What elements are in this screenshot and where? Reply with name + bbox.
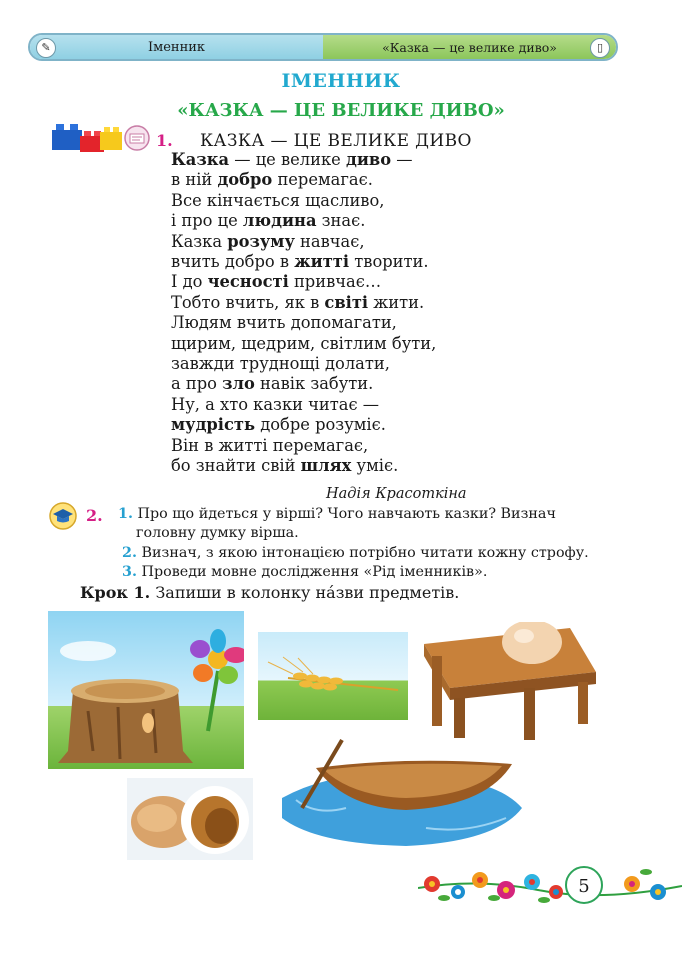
poem-text-segment: а про: [171, 374, 223, 394]
question-2: [122, 544, 589, 563]
poem-text-segment: —: [391, 150, 413, 169]
table-with-egg-image: [420, 622, 598, 742]
poem-line: [171, 293, 436, 313]
wheat-ear-image: [258, 632, 408, 720]
question-1: [118, 505, 556, 524]
step-1: [80, 583, 459, 602]
poem-keyword: диво: [345, 150, 392, 169]
poem-line: [171, 191, 436, 211]
page-subtitle: «КАЗКА — ЦЕ ВЕЛИКЕ ДИВО»: [177, 100, 505, 121]
poem-text-segment: Тобто вчить, як в: [171, 292, 325, 312]
poem-text-segment: навчає,: [294, 231, 365, 251]
poem-text-segment: — це велике: [229, 150, 346, 169]
header-left-section: [30, 35, 323, 59]
poem-text-segment: і про це: [171, 211, 243, 231]
poem-text-segment: уміє.: [351, 456, 399, 476]
pen-icon: ✎: [36, 38, 56, 58]
poem-line: [171, 436, 436, 456]
poem-line: [171, 272, 436, 292]
floral-ornament: [418, 858, 682, 914]
poem-line: [171, 211, 436, 231]
poem-title: КАЗКА — ЦЕ ВЕЛИКЕ ДИВО: [200, 131, 472, 151]
book-icon: ▯: [590, 38, 610, 58]
running-header: [28, 33, 618, 61]
poem-text: [171, 150, 436, 477]
header-right-title: «Казка — це велике диво»: [382, 39, 557, 55]
question-2-text: Визнач, з якою інтонацією потрібно читати кожну строфу.: [141, 545, 589, 561]
poem-keyword: чесності: [207, 272, 289, 292]
question-3-text: Проведи мовне дослідження «Рід іменників».: [141, 564, 488, 580]
question-1-continuation: головну думку вірша.: [136, 525, 299, 541]
step-1-label: Крок 1.: [80, 583, 151, 602]
poem-line: [171, 395, 436, 415]
tree-stump-flower-image: [48, 611, 244, 769]
poem-text-segment: привчає…: [288, 272, 382, 292]
page-title: ІМЕННИК: [281, 70, 401, 92]
poem-line: [171, 313, 436, 333]
reading-icon: [124, 125, 150, 151]
poem-line: [171, 354, 436, 374]
poem-text-segment: завжди труднощі долати,: [171, 354, 390, 374]
poem-text-segment: в ній: [171, 170, 218, 190]
header-left-title: Іменник: [147, 39, 206, 55]
poem-text-segment: жити.: [368, 292, 425, 312]
poem-text-segment: вчить добро в: [171, 252, 295, 272]
poem-keyword: мудрість: [171, 415, 256, 435]
question-1-text: Про що йдеться у вірші? Чого навчають казки? Визнач: [137, 506, 556, 522]
boat-with-oar-image: [276, 738, 528, 850]
poem-text-segment: Все кінчається щасливо,: [171, 190, 385, 210]
poem-keyword: зло: [222, 374, 255, 394]
poem-text-segment: творити.: [349, 252, 429, 272]
task-2-number: 2.: [86, 506, 103, 525]
poem-line: [171, 374, 436, 394]
question-3: [122, 563, 487, 582]
poem-text-segment: Казка: [171, 231, 228, 251]
poem-line: [171, 232, 436, 252]
poem-author: Надія Красоткіна: [326, 486, 467, 502]
graduation-cap-icon: [49, 502, 77, 530]
question-3-number: 3.: [122, 564, 137, 580]
poem-line: [171, 150, 436, 170]
poem-line: [171, 415, 436, 435]
task-1-number: 1.: [156, 131, 173, 150]
egg-shells-image: [127, 778, 253, 860]
poem-text-segment: перемагає.: [272, 170, 373, 190]
poem-line: [171, 334, 436, 354]
poem-keyword: житті: [294, 252, 350, 272]
poem-keyword: шлях: [300, 456, 352, 476]
poem-keyword: світі: [324, 292, 369, 312]
header-right-section: [323, 35, 616, 59]
page-number: 5: [565, 866, 603, 904]
poem-text-segment: бо знайти свій: [171, 456, 301, 476]
poem-keyword: Казка: [171, 150, 230, 169]
poem-keyword: людина: [242, 211, 317, 231]
poem-text-segment: І до: [171, 272, 208, 292]
poem-keyword: розуму: [227, 231, 295, 251]
question-1-number: 1.: [118, 506, 133, 522]
poem-line: [171, 170, 436, 190]
poem-text-segment: навік забути.: [254, 374, 374, 394]
step-1-text: Запиши в колонку на́зви предметів.: [150, 583, 460, 602]
poem-text-segment: щирим, щедрим, світлим бути,: [171, 333, 437, 353]
poem-text-segment: знає.: [316, 211, 366, 231]
poem-line: [171, 456, 436, 476]
poem-text-segment: Він в житті перемагає,: [171, 435, 369, 455]
poem-text-segment: Людям вчить допомагати,: [171, 313, 397, 333]
poem-text-segment: добре розуміє.: [255, 415, 386, 435]
question-2-number: 2.: [122, 545, 137, 561]
poem-line: [171, 252, 436, 272]
poem-text-segment: Ну, а хто казки читає —: [171, 394, 380, 414]
poem-keyword: добро: [217, 170, 273, 190]
